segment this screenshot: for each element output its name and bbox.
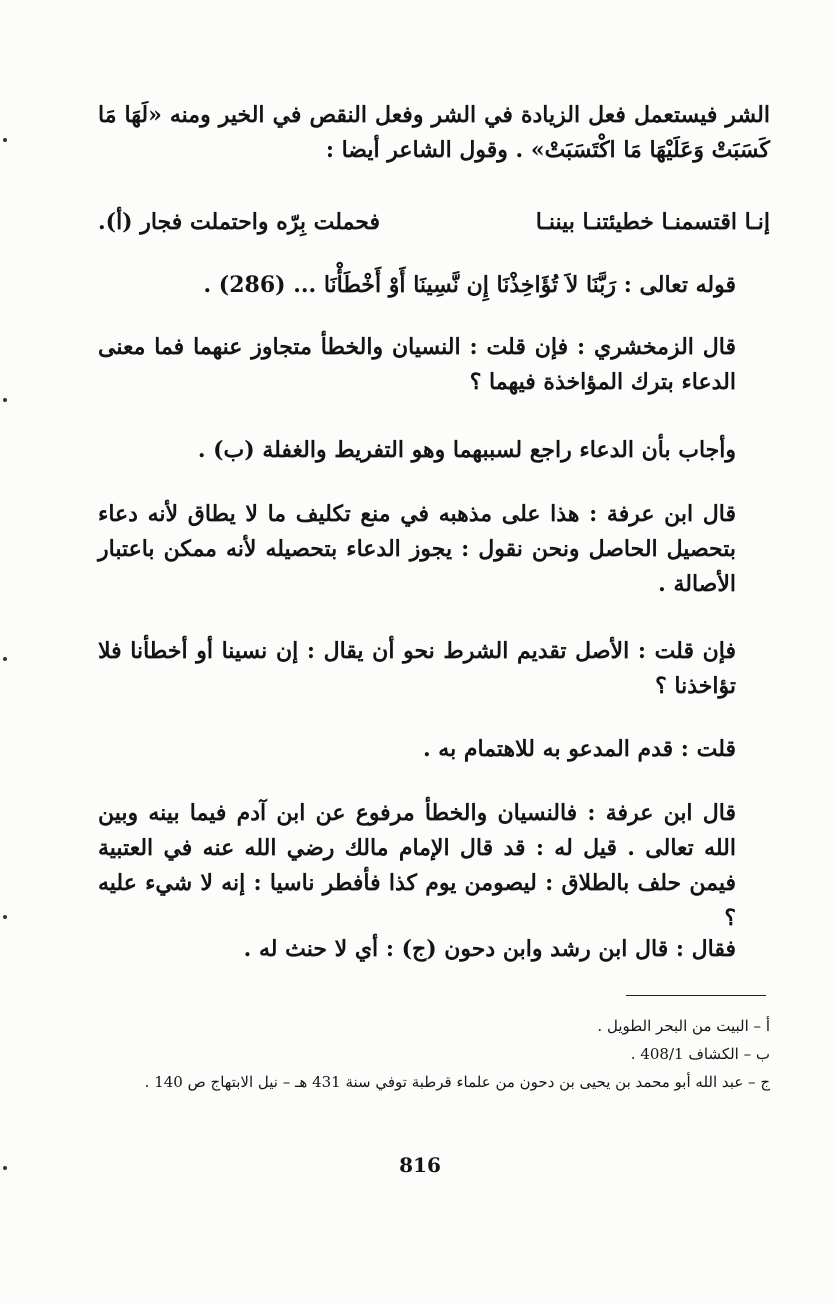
paragraph-text: قال الزمخشري : فإن قلت : النسيان والخطأ متجاوز عنهما فما معنى الدعاء بترك المؤاخذة فيهما ؟: [98, 334, 736, 395]
paragraph-ibn-arafa-1: [98, 497, 770, 602]
paragraph-text: قلت : قدم المدعو به للاهتمام به .: [422, 736, 736, 762]
footnote-divider: [626, 995, 766, 996]
margin-dot: [3, 657, 7, 661]
verse-first-hemistich: إنـا اقتسمنـا خطيئتنـا بيننـا: [535, 209, 770, 235]
paragraph-answer: [98, 433, 770, 468]
paragraph-ibn-arafa-2: [98, 796, 770, 936]
margin-dot: [3, 398, 7, 402]
paragraph-text: قال ابن عرفة : فالنسيان والخطأ مرفوع عن ابن آدم فيما بينه وبين الله تعالى . قيل له : قد قال الإمام مالك رضي الله عنه في العتبية فيمن حلف بالطلاق : ليصومن يوم كذا فأفطر ناسيا : إنه لا شيء عليه ؟: [98, 800, 736, 931]
margin-dot: [3, 915, 7, 919]
footnote-a: أ – البيت من البحر الطويل .: [597, 1017, 770, 1035]
paragraph-conclusion: [98, 932, 770, 967]
paragraph-opening: [98, 98, 770, 168]
paragraph-quran-verse: [98, 268, 770, 303]
paragraph-text: قال ابن عرفة : هذا على مذهبه في منع تكليف ما لا يطاق لأنه دعاء بتحصيل الحاصل ونحن نقول : يجوز الدعاء بتحصيله لأنه ممكن باعتبار الأصالة .: [98, 501, 736, 597]
page-number: 816: [399, 1153, 441, 1177]
margin-dot: [3, 138, 7, 142]
margin-dot: [3, 1166, 7, 1170]
poem-verse: [98, 205, 770, 240]
paragraph-text: الشر فيستعمل فعل الزيادة في الشر وفعل النقص في الخير ومنه «لَهَا مَا كَسَبَتْ وَعَلَيْهَا مَا اكْتَسَبَتْ» . وقول الشاعر أيضا :: [98, 102, 770, 163]
paragraph-zamakhshari: [98, 330, 770, 400]
verse-second-hemistich: فحملت بِرّه واحتملت فجار (أ).: [98, 209, 380, 235]
paragraph-text: فإن قلت : الأصل تقديم الشرط نحو أن يقال : إن نسينا أو أخطأنا فلا تؤاخذنا ؟: [98, 638, 736, 699]
footnote-c: ج – عبد الله أبو محمد بن يحيى بن دحون من علماء قرطبة توفي سنة 431 هـ – نيل الابتهاج ص 140 .: [144, 1073, 770, 1091]
paragraph-objection: [98, 634, 770, 704]
paragraph-reply: [98, 732, 770, 767]
paragraph-text: وأجاب بأن الدعاء راجع لسببهما وهو التفريط والغفلة (ب) .: [197, 437, 736, 463]
paragraph-text: فقال : قال ابن رشد وابن دحون (ج) : أي لا حنث له .: [243, 936, 736, 962]
paragraph-text: قوله تعالى : رَبَّنَا لاَ تُؤَاخِذْنَا إِن نَّسِينَا أَوْ أَخْطَأْنَا ... (286) .: [203, 272, 736, 298]
footnote-b: ب – الكشاف 408/1 .: [630, 1045, 770, 1063]
